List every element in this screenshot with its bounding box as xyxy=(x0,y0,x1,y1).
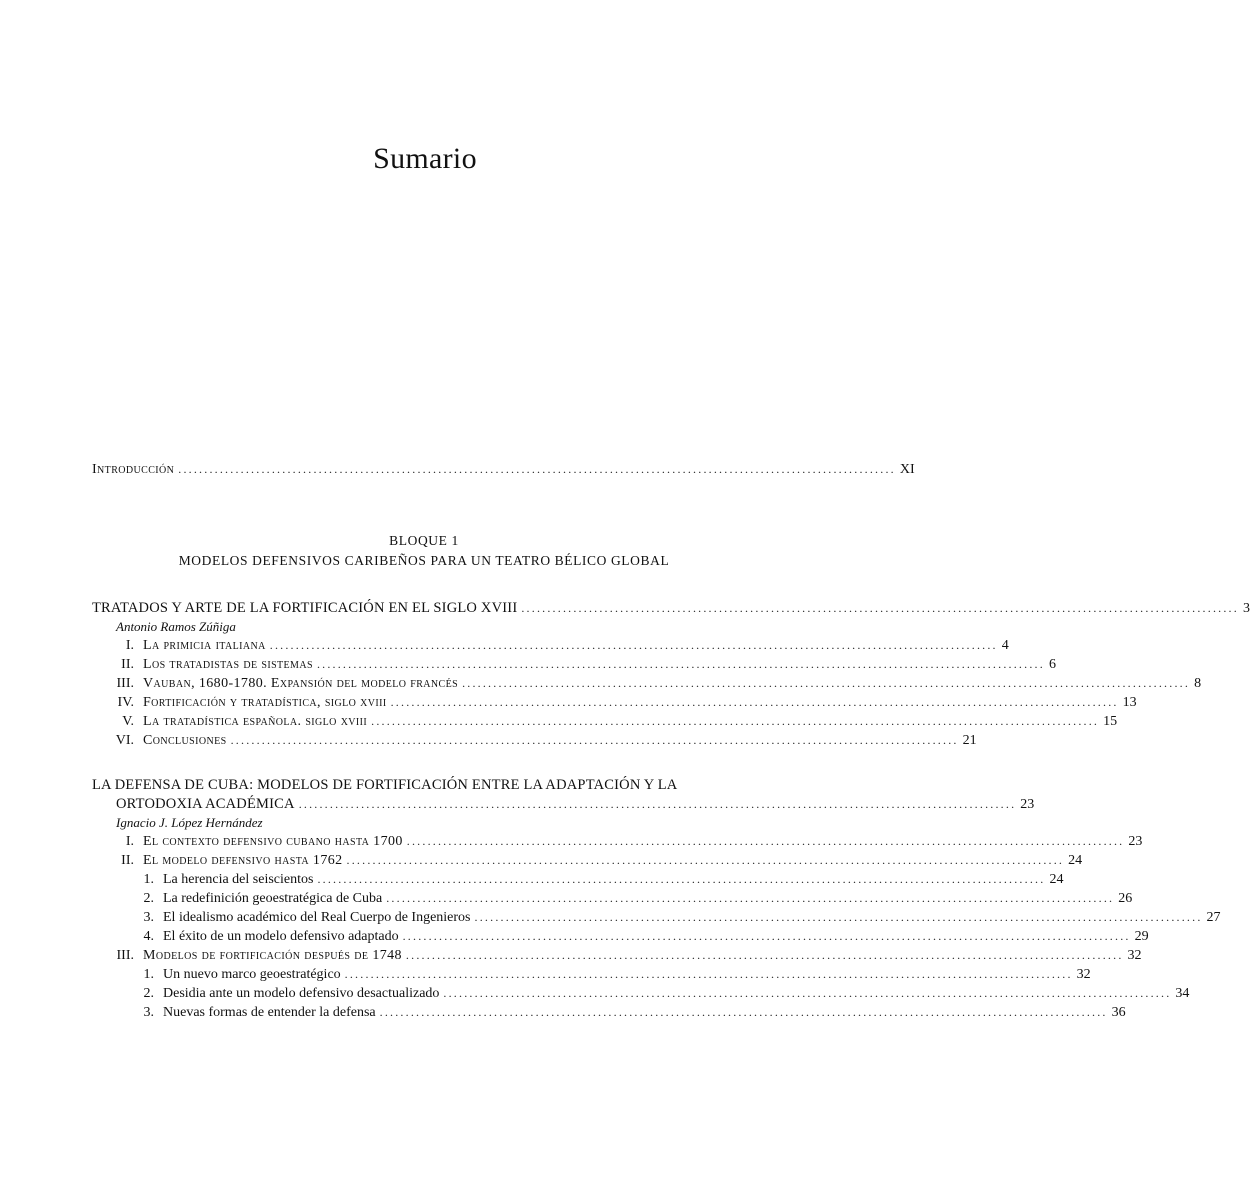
section-label: Un nuevo marco geoestratégico xyxy=(163,967,341,982)
section-number: I. xyxy=(125,834,134,849)
dot-leader: ............................................................................................................................................ xyxy=(379,1005,1108,1019)
section-number: 3. xyxy=(143,910,154,925)
section-label: Conclusiones xyxy=(143,733,227,748)
section-label: La herencia del seiscientos xyxy=(163,872,314,887)
dot-leader: ............................................................................................................................................ xyxy=(371,714,1100,728)
section-number: II. xyxy=(121,657,134,672)
dot-leader: ............................................................................................................................................ xyxy=(269,638,998,652)
toc-subsection[interactable] xyxy=(92,965,1091,984)
dot-leader: ............................................................................................................................................ xyxy=(390,695,1119,709)
dot-leader: ............................................................................................................................................ xyxy=(402,929,1131,943)
chapter-title: LA DEFENSA DE CUBA: MODELOS DE FORTIFICACIÓN ENTRE LA ADAPTACIÓN Y LA xyxy=(92,777,678,793)
section-label: Vauban, 1680-1780. Expansión del modelo francés xyxy=(143,676,459,691)
dot-leader: ............................................................................................................................................ xyxy=(474,910,1203,924)
toc-section[interactable] xyxy=(92,712,1118,731)
toc-entry-label: Introducción xyxy=(92,462,175,477)
dot-leader: ............................................................................................................................................ xyxy=(443,986,1172,1000)
toc-page-number: 24 xyxy=(1068,853,1083,868)
toc-subsection[interactable] xyxy=(92,908,1221,927)
dot-leader: .......................................................................................................................................... xyxy=(298,797,1017,811)
dot-leader: .......................................................................................................................................... xyxy=(346,853,1065,867)
toc-subsection[interactable] xyxy=(92,984,1190,1003)
section-number: VI. xyxy=(115,733,134,748)
toc-section[interactable] xyxy=(92,731,977,750)
dot-leader: .......................................................................................................................................... xyxy=(178,462,896,476)
toc-page-number: 13 xyxy=(1122,695,1137,710)
section-label: La primicia italiana xyxy=(143,638,266,653)
dot-leader: ............................................................................................................................................ xyxy=(344,967,1073,981)
toc-chapter-1[interactable] xyxy=(92,599,1250,618)
section-label: La redefinición geoestratégica de Cuba xyxy=(163,891,383,906)
dot-leader: ............................................................................................................................................ xyxy=(316,657,1045,671)
toc-page-number: 6 xyxy=(1048,657,1056,672)
toc-page-number: 27 xyxy=(1206,910,1221,925)
toc-page-number: 26 xyxy=(1118,891,1133,906)
block-title: MODELOS DEFENSIVOS CARIBEÑOS PARA UN TEATRO BÉLICO GLOBAL xyxy=(178,553,670,568)
dot-leader: .......................................................................................................................................... xyxy=(405,948,1124,962)
page-title: Sumario xyxy=(373,142,477,175)
dot-leader: ............................................................................................................................................ xyxy=(317,872,1046,886)
dot-leader: .......................................................................................................................................... xyxy=(406,834,1125,848)
section-label: El éxito de un modelo defensivo adaptado xyxy=(163,929,399,944)
section-number: V. xyxy=(122,714,134,729)
toc-subsection[interactable] xyxy=(92,1003,1126,1022)
toc-page-number: 32 xyxy=(1076,967,1091,982)
toc-entry-intro[interactable] xyxy=(92,460,915,479)
section-number: I. xyxy=(125,638,134,653)
chapter-author: Antonio Ramos Zúñiga xyxy=(116,619,236,634)
toc-section[interactable] xyxy=(92,655,1056,674)
section-label: Los tratadistas de sistemas xyxy=(143,657,313,672)
toc-chapter-2-line2[interactable] xyxy=(92,795,1035,814)
toc-section[interactable] xyxy=(92,851,1083,870)
block-number: BLOQUE 1 xyxy=(389,533,459,548)
dot-leader: .......................................................................................................................................... xyxy=(521,601,1239,615)
toc-subsection[interactable] xyxy=(92,927,1149,946)
toc-section[interactable] xyxy=(92,674,1202,693)
toc-page-number: 3 xyxy=(1242,601,1250,616)
section-label: Nuevas formas de entender la defensa xyxy=(163,1005,376,1020)
section-number: 2. xyxy=(143,986,154,1001)
chapter-author: Ignacio J. López Hernández xyxy=(116,815,263,830)
toc-section[interactable] xyxy=(92,832,1143,851)
toc-subsection[interactable] xyxy=(92,870,1064,889)
section-number: 1. xyxy=(143,967,154,982)
section-label: El contexto defensivo cubano hasta 1700 xyxy=(143,834,403,849)
table-of-contents xyxy=(92,460,1250,1022)
section-3-subsections xyxy=(92,965,1190,1022)
toc-page-number: 23 xyxy=(1128,834,1143,849)
section-number: II. xyxy=(121,853,134,868)
section-label: Fortificación y tratadística, siglo xviii xyxy=(143,695,387,710)
section-number: III. xyxy=(116,676,134,691)
section-2-subsections xyxy=(92,870,1221,946)
section-number: 2. xyxy=(143,891,154,906)
section-label: La tratadística española. siglo xviii xyxy=(143,714,368,729)
toc-page-number: 29 xyxy=(1134,929,1149,944)
toc-section[interactable] xyxy=(92,946,1142,965)
toc-chapter-2-line1[interactable] xyxy=(92,776,756,795)
toc-subsection[interactable] xyxy=(92,889,1133,908)
section-number: 3. xyxy=(143,1005,154,1020)
toc-page-number: 15 xyxy=(1103,714,1118,729)
toc-page-number: 4 xyxy=(1001,638,1009,653)
toc-page-number: 23 xyxy=(1020,797,1035,812)
toc-page-number: 8 xyxy=(1194,676,1202,691)
toc-page-number: 34 xyxy=(1175,986,1190,1001)
section-label: El modelo defensivo hasta 1762 xyxy=(143,853,343,868)
section-number: IV. xyxy=(117,695,134,710)
toc-page-number: XI xyxy=(899,462,915,477)
toc-page-number: 21 xyxy=(962,733,977,748)
section-label: Desidia ante un modelo defensivo desactualizado xyxy=(163,986,440,1001)
chapter-1-sections xyxy=(92,636,1202,750)
section-label: El idealismo académico del Real Cuerpo de Ingenieros xyxy=(163,910,471,925)
toc-page-number: 32 xyxy=(1127,948,1142,963)
chapter-title-continued: ORTODOXIA ACADÉMICA xyxy=(116,796,295,812)
section-number: 4. xyxy=(143,929,154,944)
dot-leader: ............................................................................................................................................ xyxy=(386,891,1115,905)
toc-page-number: 24 xyxy=(1049,872,1064,887)
dot-leader: ............................................................................................................................................ xyxy=(462,676,1191,690)
section-number: III. xyxy=(116,948,134,963)
section-label: Modelos de fortificación después de 1748 xyxy=(143,948,402,963)
section-number: 1. xyxy=(143,872,154,887)
toc-section[interactable] xyxy=(92,693,1137,712)
toc-section[interactable] xyxy=(92,636,1009,655)
chapter-title: TRATADOS Y ARTE DE LA FORTIFICACIÓN EN EL SIGLO XVIII xyxy=(92,600,518,616)
dot-leader: ............................................................................................................................................ xyxy=(230,733,959,747)
toc-page-number: 36 xyxy=(1111,1005,1126,1020)
